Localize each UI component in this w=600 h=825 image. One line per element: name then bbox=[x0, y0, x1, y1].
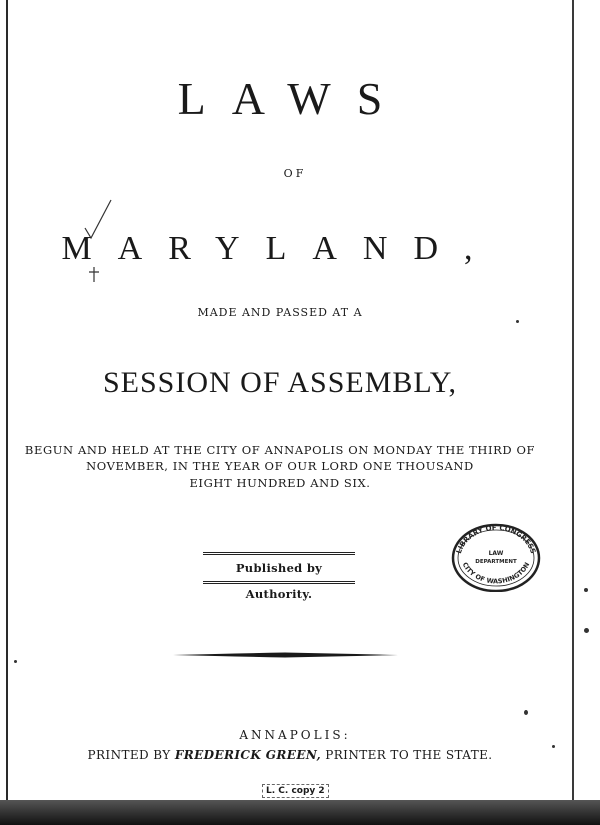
begun-line-1: BEGUN AND HELD AT THE CITY OF ANNAPOLIS ON MONDAY THE THIRD OF bbox=[24, 443, 536, 457]
imprint-printer bbox=[0, 748, 590, 762]
ink-speck bbox=[584, 588, 588, 592]
imprint-city: ANNAPOLIS: bbox=[239, 728, 351, 742]
published-by-authority: Published by Authority. bbox=[203, 552, 355, 584]
stamp-bottom-text: CITY OF WASHINGTON bbox=[460, 561, 532, 586]
stamp-law-text: LAW bbox=[488, 550, 504, 557]
ink-speck bbox=[516, 320, 519, 323]
ornamental-rule bbox=[173, 652, 398, 658]
printed-by-text: PRINTED BY bbox=[87, 748, 171, 762]
of-text: OF bbox=[283, 167, 307, 180]
ink-speck bbox=[14, 660, 17, 663]
ink-speck bbox=[552, 745, 555, 748]
begun-line-2: NOVEMBER, IN THE YEAR OF OUR LORD ONE THOUSAND bbox=[86, 459, 474, 473]
session-title: SESSION OF ASSEMBLY, bbox=[102, 366, 458, 399]
state-title: MARYLAND, bbox=[61, 230, 499, 267]
ink-speck bbox=[584, 628, 589, 633]
page-bottom-edge bbox=[0, 800, 600, 825]
begun-line-3: EIGHT HUNDRED AND SIX. bbox=[189, 476, 371, 490]
printer-name: FREDERICK GREEN, bbox=[174, 748, 322, 762]
main-title: LAWS bbox=[177, 73, 409, 124]
stamp-top-text: LIBRARY OF CONGRESS bbox=[454, 523, 538, 555]
printer-role: PRINTER TO THE STATE. bbox=[325, 748, 493, 762]
made-and-passed-text: MADE AND PASSED AT A bbox=[197, 306, 363, 319]
library-stamp bbox=[450, 522, 542, 592]
ink-speck bbox=[524, 710, 528, 715]
shelf-mark: L. C. copy 2 bbox=[262, 784, 329, 798]
stamp-department-text: DEPARTMENT bbox=[475, 559, 517, 565]
